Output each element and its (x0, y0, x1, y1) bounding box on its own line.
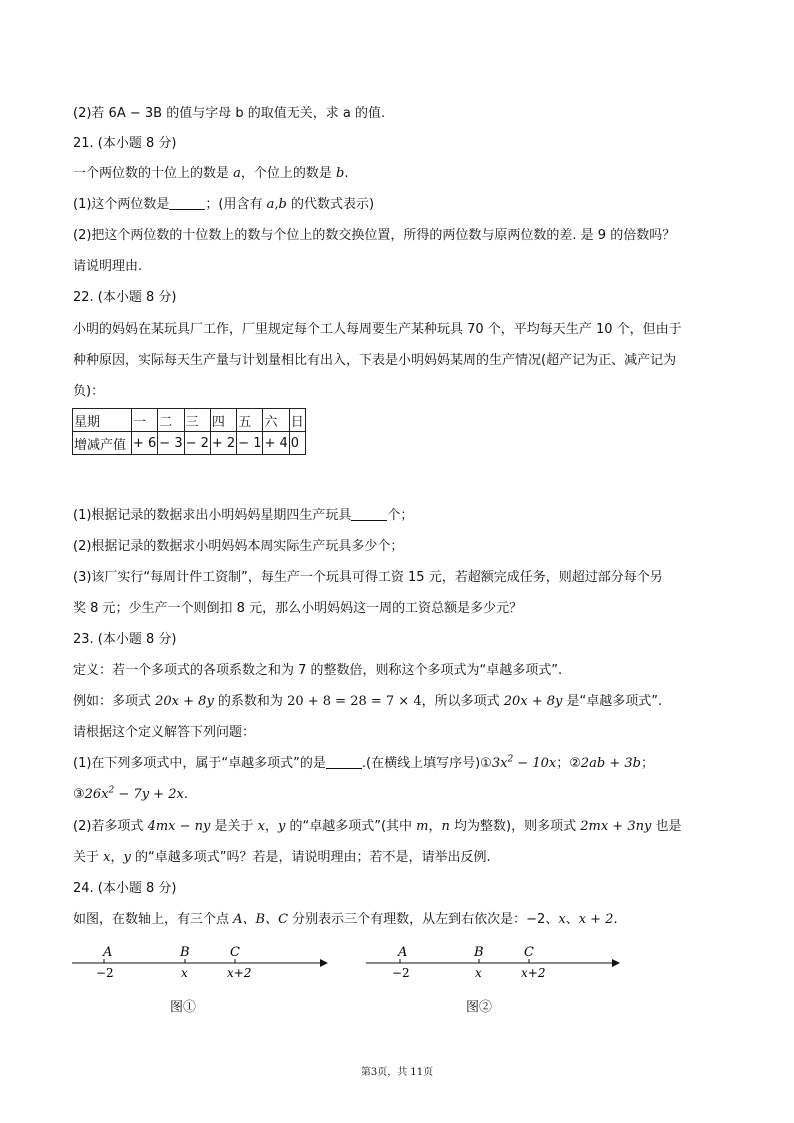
q21-var-b: b (336, 166, 345, 181)
q21-part1-c: 的代数式表示) (286, 197, 375, 212)
table-cell: 日 (289, 409, 305, 432)
q23-ask (73, 724, 255, 742)
answer-blank[interactable] (326, 756, 362, 769)
q23-2a-e: ， (428, 819, 442, 834)
q23-2a-b: 是关于 (210, 819, 258, 834)
q23-part1e-a: ③ (73, 787, 85, 802)
q23-part1-math1b: − 10x (513, 756, 557, 771)
q23-part1-cont (73, 786, 188, 804)
q23-definition-text: 定义：若一个多项式的各项系数之和为 7 的整数倍，则称这个多项式为“卓越多项式”. (73, 663, 563, 678)
q23-2a-y: y (278, 819, 286, 834)
q23-part1e-m2: − 7y + 2x (114, 787, 184, 802)
q23-ex-d: 是“卓越多项式”. (562, 694, 663, 709)
q23-part1e-end: . (183, 787, 188, 802)
point-value-b: x (475, 966, 482, 980)
number-line-figure-1 (70, 940, 330, 982)
q23-example (73, 693, 662, 711)
q23-ex-math3: 20x + 8y (503, 694, 563, 709)
q21-part1-var: a,b (266, 197, 287, 212)
q23-2a-a: (2)若多项式 (73, 819, 148, 834)
table-cell: + 6 (132, 432, 158, 455)
q22-part2 (73, 538, 403, 556)
table-cell: 增减产值 (73, 432, 132, 455)
q23-2b-x: x (103, 850, 111, 865)
q22-text3 (73, 383, 104, 401)
point-value-b: x (181, 966, 188, 980)
q23-2a-c: ， (264, 819, 278, 834)
table-cell: 三 (184, 409, 210, 432)
table-cell: 四 (210, 409, 236, 432)
q23-part1-a: (1)在下列多项式中，属于“卓越多项式”的是 (73, 756, 326, 771)
q21-part1-b: ；(用含有 (205, 197, 267, 212)
q23-ex-c: ，所以多项式 (421, 694, 504, 709)
point-label-c: C (230, 945, 240, 960)
point-value-c: x+2 (227, 966, 252, 980)
number-line-figure-2 (364, 940, 624, 982)
table-cell: + 4 (263, 432, 289, 455)
q23-2a-m: m (416, 819, 429, 834)
q23-ex-b: 的系数和为 (213, 694, 288, 709)
exponent: 2 (108, 785, 115, 796)
figure-2-caption: 图② (466, 1000, 493, 1015)
q24-text-x1: x (558, 912, 566, 927)
q20-part2 (73, 105, 385, 123)
q21-part2a (73, 227, 675, 245)
q23-part1-b: .(在横线上填写序号)① (361, 756, 492, 771)
q21-part2b-text: 请说明理由. (73, 259, 143, 274)
q23-2a-d: 的“卓越多项式”(其中 (285, 819, 417, 834)
q21-intro-end: . (344, 166, 349, 181)
q22-header (73, 289, 177, 307)
q24-text (73, 911, 618, 929)
q23-part1e-math (85, 787, 184, 802)
table-cell: 六 (263, 409, 289, 432)
point-label-c: C (524, 945, 534, 960)
arrow-icon (320, 959, 328, 967)
table-cell: + 2 (210, 432, 236, 455)
q23-part1-math1a: 3x (491, 756, 508, 771)
q20-part2-text: (2)若 6A − 3B 的值与字母 b 的取值无关，求 a 的值. (73, 106, 386, 121)
q22-part1-b: 个； (387, 508, 414, 523)
q23-2a-math2: 2mx + 3ny (580, 819, 652, 834)
q23-part1-c: ；② (556, 756, 581, 771)
q23-header (73, 631, 177, 649)
q21-part1 (73, 196, 374, 214)
answer-blank[interactable] (351, 508, 387, 521)
table-cell: 二 (158, 409, 184, 432)
point-value-a: −2 (392, 966, 410, 980)
q22-part1-a: (1)根据记录的数据求出小明妈妈星期四生产玩具 (73, 508, 352, 523)
point-label-b: B (474, 945, 484, 960)
table-cell: − 1 (237, 432, 263, 455)
answer-blank[interactable] (169, 197, 205, 210)
q21-header-text: 21. (本小题 8 分) (73, 136, 177, 151)
q22-text3-content: 负)： (73, 384, 105, 399)
q23-ex-math1: 20x + 8y (155, 694, 214, 709)
q22-part1 (73, 507, 413, 525)
q24-header (73, 880, 177, 898)
q23-part1-d: ； (640, 756, 654, 771)
exponent: 2 (507, 754, 514, 765)
table-cell: − 2 (184, 432, 210, 455)
q23-part1e-m1: 26x (84, 787, 109, 802)
q23-2b-a: 关于 (73, 850, 104, 865)
q22-part3a (73, 569, 663, 587)
q22-text1-content: 小明的妈妈在某玩具厂工作，厂里规定每个工人每周要生产某种玩具 70 个，平均每天生产 10 个，但由于 (73, 322, 682, 337)
q21-part2a-text: (2)把这个两位数的十位数上的数与个位上的数交换位置，所得的两位数与原两位数的差. 是 9 的倍数吗？ (73, 228, 676, 243)
q21-intro-a: 一个两位数的十位上的数是 (73, 166, 234, 181)
q21-var-a: a (233, 166, 241, 181)
q21-intro-b: ，个位上的数是 (240, 166, 337, 181)
q22-text1 (73, 321, 682, 339)
q22-part3a-text: (3)该厂实行“每周计件工资制”，每生产一个玩具可得工资 15 元，若超额完成任务，则超过部分每个另 (73, 570, 663, 585)
q23-2a-math1: 4mx − ny (147, 819, 211, 834)
q23-part2a (73, 818, 681, 836)
q23-2b-y: y (123, 850, 131, 865)
q23-part1-math2: 2ab + 3b (580, 756, 641, 771)
q22-text2-content: 种种原因，实际每天生产量与计划量相比有出入，下表是小明妈妈某周的生产情况(超产记为正、减产记为 (73, 353, 677, 368)
q23-2a-n: n (441, 819, 450, 834)
table-header-row (73, 409, 306, 432)
q24-text-b: 分别表示三个有理数，从左到右依次是：−2、 (288, 912, 559, 927)
q23-ask-text: 请根据这个定义解答下列问题： (73, 725, 256, 740)
q21-part1-a: (1)这个两位数是 (73, 197, 170, 212)
q24-text-a: 如图，在数轴上，有三个点 (73, 912, 234, 927)
table-cell: 五 (237, 409, 263, 432)
point-label-b: B (180, 945, 190, 960)
figure-1-caption: 图① (170, 1000, 197, 1015)
q23-definition (73, 662, 562, 680)
q23-header-text: 23. (本小题 8 分) (73, 632, 177, 647)
point-label-a: A (103, 945, 113, 960)
table-row (73, 432, 306, 455)
q22-text2 (73, 352, 676, 370)
q22-part2-text: (2)根据记录的数据求小明妈妈本周实际生产玩具多少个； (73, 539, 404, 554)
q22-header-text: 22. (本小题 8 分) (73, 290, 177, 305)
table-cell: 星期 (73, 409, 132, 432)
q24-text-d: . (613, 912, 618, 927)
q23-part1 (73, 755, 654, 773)
q23-ex-a: 例如：多项式 (73, 694, 156, 709)
q24-header-text: 24. (本小题 8 分) (73, 881, 177, 896)
point-label-a: A (398, 945, 408, 960)
q23-part1-math1 (492, 756, 556, 771)
q21-part2b (73, 258, 142, 276)
table-cell: − 3 (158, 432, 184, 455)
point-value-a: −2 (96, 966, 114, 980)
table-cell: 一 (132, 409, 158, 432)
q22-part3b-text: 奖 8 元；少生产一个则倒扣 8 元，那么小明妈妈这一周的工资总额是多少元？ (73, 601, 523, 616)
page-footer: 第3页，共 11页 (360, 1067, 434, 1078)
q23-2b-c: 的“卓越多项式”吗？若是，请说明理由；若不是，请举出反例. (130, 850, 491, 865)
q23-ex-math2: 20 + 8 = 28 = 7 × 4 (287, 694, 422, 709)
q23-2b-b: ， (110, 850, 124, 865)
table-cell: 0 (289, 432, 305, 455)
q21-header (73, 135, 177, 153)
q24-text-points: A、B、C (233, 912, 289, 927)
q22-part3b (73, 600, 522, 618)
point-value-c: x+2 (521, 966, 546, 980)
q23-2a-x: x (257, 819, 265, 834)
q23-2a-f: 均为整数)，则多项式 (449, 819, 581, 834)
arrow-icon (612, 959, 620, 967)
q21-intro (73, 165, 349, 183)
q23-part2b (73, 849, 491, 867)
q23-2a-g: 也是 (651, 819, 682, 834)
q24-text-c: 、 (565, 912, 579, 927)
q24-text-x2: x + 2 (578, 912, 614, 927)
production-table (72, 408, 306, 455)
